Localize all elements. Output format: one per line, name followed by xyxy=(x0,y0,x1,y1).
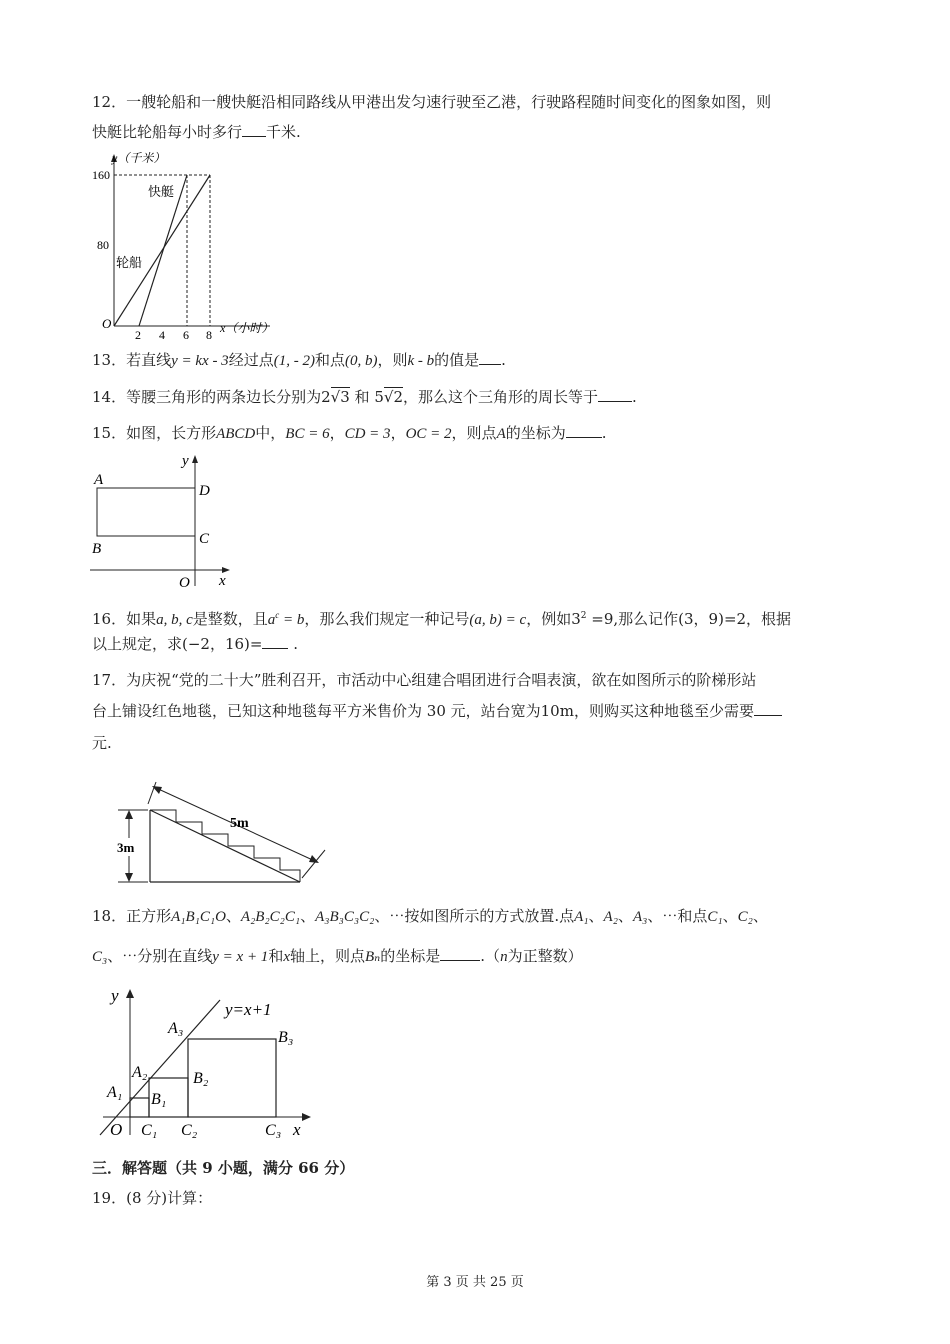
label-x: x xyxy=(219,573,226,589)
answer-blank xyxy=(479,350,501,365)
answer-blank xyxy=(262,634,288,649)
x-tick-4: 4 xyxy=(159,328,165,340)
y-tick-160: 160 xyxy=(92,168,110,182)
origin-label: O xyxy=(102,316,112,331)
q15-text: 15．如图，长方形ABCD中，BC = 6，CD = 3，OC = 2，则点A的坐标为 . xyxy=(92,424,607,442)
answer-blank xyxy=(754,701,782,716)
q12-line2: 快艇比轮船每小时多行 千米. xyxy=(92,123,301,141)
label-A3: A₃ xyxy=(168,1020,184,1037)
label-B2: B₂ xyxy=(193,1070,209,1087)
q19-text: 19．(8 分)计算： xyxy=(92,1189,213,1207)
y-tick-80: 80 xyxy=(97,238,109,252)
q13-text: 13．若直线y = kx - 3经过点(1, - 2)和点(0, b)，则k - b的值是 . xyxy=(92,351,506,369)
slope-label: 5m xyxy=(230,816,249,831)
label-C1: C₁ xyxy=(141,1122,158,1139)
q16-line2: 以上规定，求(−2，16)= . xyxy=(92,635,299,653)
label-C: C xyxy=(199,531,210,547)
q18-line2: C₃、⋯分别在直线y = x + 1和x轴上，则点Bₙ的坐标是 .（n为正整数） xyxy=(92,947,583,965)
label-C2: C₂ xyxy=(181,1122,198,1139)
x-tick-6: 6 xyxy=(183,328,189,340)
label-y: y xyxy=(182,453,189,469)
answer-blank xyxy=(440,946,480,961)
q18-line1: 18．正方形A₁B₁C₁O、A₂B₂C₂C₁、A₃B₃C₃C₂、⋯按如图所示的方式放置.点A₁、A₂、A₃、⋯和点C₁、C₂、 xyxy=(92,907,768,925)
label-A2: A₂ xyxy=(132,1064,148,1081)
answer-blank xyxy=(598,387,632,402)
label-A: A xyxy=(94,472,104,488)
y-axis-label: y（千米） xyxy=(112,151,166,165)
label-B: B xyxy=(92,541,102,557)
label-B3: B₃ xyxy=(278,1029,294,1046)
section-heading: 三．解答题（共 9 小题，满分 66 分） xyxy=(92,1159,355,1177)
speedboat-label: 快艇 xyxy=(148,184,175,199)
label-O: O xyxy=(110,1120,123,1139)
label-x: x xyxy=(293,1120,301,1139)
q16-line1: 16．如果a, b, c是整数，且$a^c = b$，那么我们规定一种记号(a, b) = c，例如$3^2 =9$,那么记作(3，9)=2，根据 xyxy=(92,610,792,628)
q17-line1: 17．为庆祝“党的二十大”胜利召开，市活动中心组建合唱团进行合唱表演，欲在如图所示的阶梯形站 xyxy=(92,671,757,689)
x-axis-label: x（小时） xyxy=(220,321,274,335)
label-D: D xyxy=(199,483,210,499)
figure-q18-squares xyxy=(95,985,335,1145)
page-footer: 第 3 页 共 25 页 xyxy=(426,1275,524,1290)
q12-line1: 12．一艘轮船和一艘快艇沿相同路线从甲港出发匀速行驶至乙港，行驶路程随时间变化的图象如图，则 xyxy=(92,93,772,111)
q17-line3: 元. xyxy=(92,734,112,752)
answer-blank xyxy=(566,423,602,438)
x-tick-8: 8 xyxy=(206,328,212,340)
figure-q15-rectangle xyxy=(85,452,245,592)
figure-q12-graph xyxy=(92,150,282,340)
label-O: O xyxy=(179,575,190,591)
label-C3: C₃ xyxy=(265,1122,282,1139)
label-A1: A₁ xyxy=(107,1084,123,1101)
line-label: y=x+1 xyxy=(225,1000,272,1019)
label-B1: B₁ xyxy=(151,1091,167,1108)
height-label: 3m xyxy=(117,840,135,855)
q17-line2: 台上铺设红色地毯，已知这种地毯每平方米售价为 30 元，站台宽为10m，则购买这种地毯至少需要 xyxy=(92,701,782,721)
q14-text: 14．等腰三角形的两条边长分别为2√3 和 5√2，那么这个三角形的周长等于 . xyxy=(92,388,637,406)
answer-blank xyxy=(242,122,266,137)
x-tick-2: 2 xyxy=(135,328,141,340)
ship-label: 轮船 xyxy=(116,255,143,270)
label-y: y xyxy=(111,986,119,1005)
figure-q17-stairs xyxy=(110,772,335,892)
